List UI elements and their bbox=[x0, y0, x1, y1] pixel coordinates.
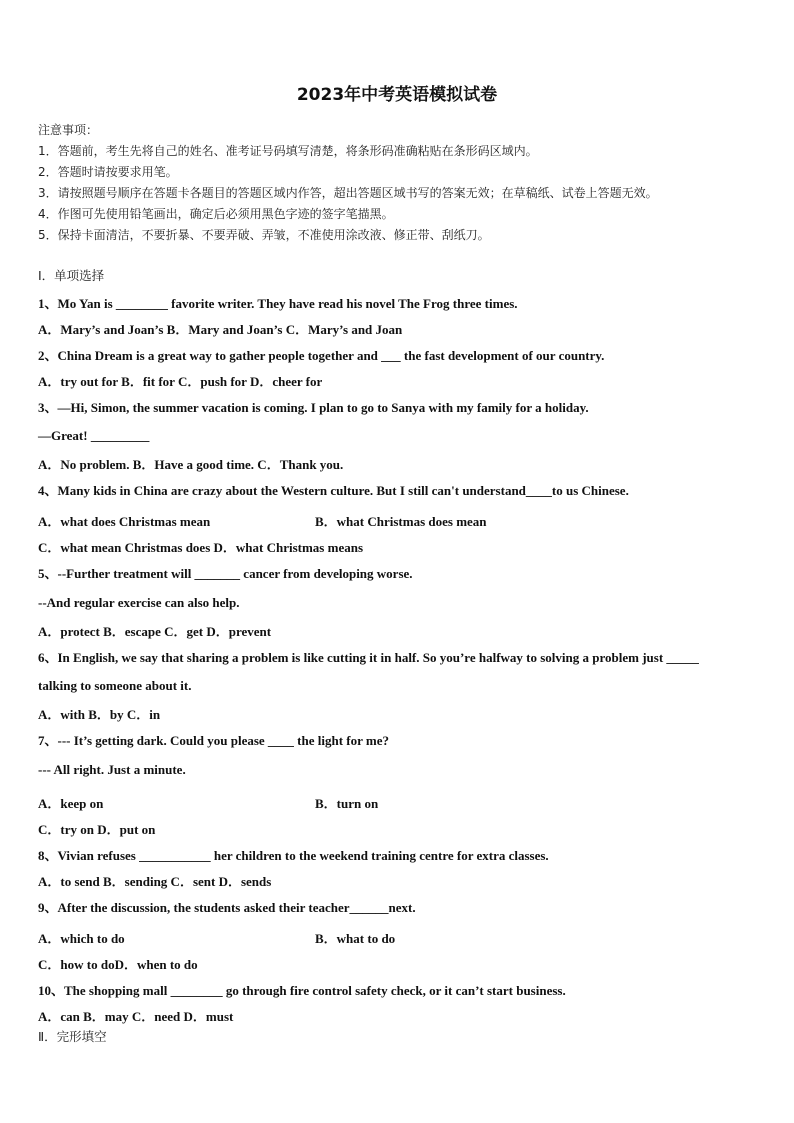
question-5-options: A．protect B．escape C．get D．prevent bbox=[38, 624, 272, 639]
question-9-option-b: B．what to do bbox=[315, 931, 396, 946]
note-item: 5．保持卡面清洁，不要折暴、不要弄破、弄皱，不准使用涂改液、修正带、刮纸刀。 bbox=[38, 228, 490, 242]
question-7-options-cd: C．try on D．put on bbox=[38, 822, 156, 837]
question-9-options-cd: C．how to doD．when to do bbox=[38, 957, 198, 972]
question-6-stem-2: talking to someone about it. bbox=[38, 678, 192, 693]
question-7-stem-2: --- All right. Just a minute. bbox=[38, 762, 186, 777]
section-heading-2: Ⅱ．完形填空 bbox=[38, 1029, 107, 1044]
question-5-stem: 5、--Further treatment will _______ cancer from developing worse. bbox=[38, 566, 413, 581]
note-item: 2．答题时请按要求用笔。 bbox=[38, 165, 178, 179]
question-7-option-a: A．keep on bbox=[38, 796, 104, 811]
note-item: 1．答题前，考生先将自己的姓名、准考证号码填写清楚，将条形码准确粘贴在条形码区域内。 bbox=[38, 144, 538, 158]
question-4-options-cd: C．what mean Christmas does D．what Christmas means bbox=[38, 540, 363, 555]
question-4-option-b: B．what Christmas does mean bbox=[315, 514, 487, 529]
question-3-stem: 3、—Hi, Simon, the summer vacation is coming. I plan to go to Sanya with my family for a holiday. bbox=[38, 400, 589, 415]
notes-heading: 注意事项： bbox=[38, 123, 99, 137]
question-7-stem: 7、--- It’s getting dark. Could you please ____ the light for me? bbox=[38, 733, 389, 748]
question-9-option-a: A．which to do bbox=[38, 931, 125, 946]
question-6-stem: 6、In English, we say that sharing a problem is like cutting it in half. So you’re halfway to solving a problem just _____ bbox=[38, 650, 699, 665]
question-8-options: A．to send B．sending C．sent D．sends bbox=[38, 874, 272, 889]
question-4-stem: 4、Many kids in China are crazy about the Western culture. But I still can't understand____to us Chinese. bbox=[38, 483, 629, 498]
section-heading-1: Ⅰ．单项选择 bbox=[38, 268, 105, 283]
question-5-stem-2: --And regular exercise can also help. bbox=[38, 595, 240, 610]
question-2-stem: 2、China Dream is a great way to gather people together and ___ the fast development of our country. bbox=[38, 348, 605, 363]
note-item: 4．作图可先使用铅笔画出，确定后必须用黑色字迹的签字笔描黑。 bbox=[38, 207, 394, 221]
question-4-option-a: A．what does Christmas mean bbox=[38, 514, 211, 529]
note-item: 3．请按照题号顺序在答题卡各题目的答题区域内作答，超出答题区域书写的答案无效；在草稿纸、试卷上答题无效。 bbox=[38, 186, 658, 200]
page-title: 2023年中考英语模拟试卷 bbox=[296, 85, 498, 105]
question-9-stem: 9、After the discussion, the students asked their teacher______next. bbox=[38, 900, 416, 915]
question-6-options: A．with B．by C．in bbox=[38, 707, 161, 722]
question-1-options: A．Mary’s and Joan’s B．Mary and Joan’s C．Mary’s and Joan bbox=[38, 322, 403, 337]
question-3-options: A．No problem. B．Have a good time. C．Thank you. bbox=[38, 457, 344, 472]
question-10-stem: 10、The shopping mall ________ go through fire control safety check, or it can’t start business. bbox=[38, 983, 566, 998]
question-3-stem-2: —Great! _________ bbox=[38, 428, 150, 443]
question-1-stem: 1、Mo Yan is ________ favorite writer. They have read his novel The Frog three times. bbox=[38, 296, 518, 311]
question-7-option-b: B．turn on bbox=[315, 796, 379, 811]
question-10-options: A．can B．may C．need D．must bbox=[38, 1009, 234, 1024]
question-2-options: A．try out for B．fit for C．push for D．cheer for bbox=[38, 374, 323, 389]
question-8-stem: 8、Vivian refuses ___________ her children to the weekend training centre for extra classes. bbox=[38, 848, 549, 863]
